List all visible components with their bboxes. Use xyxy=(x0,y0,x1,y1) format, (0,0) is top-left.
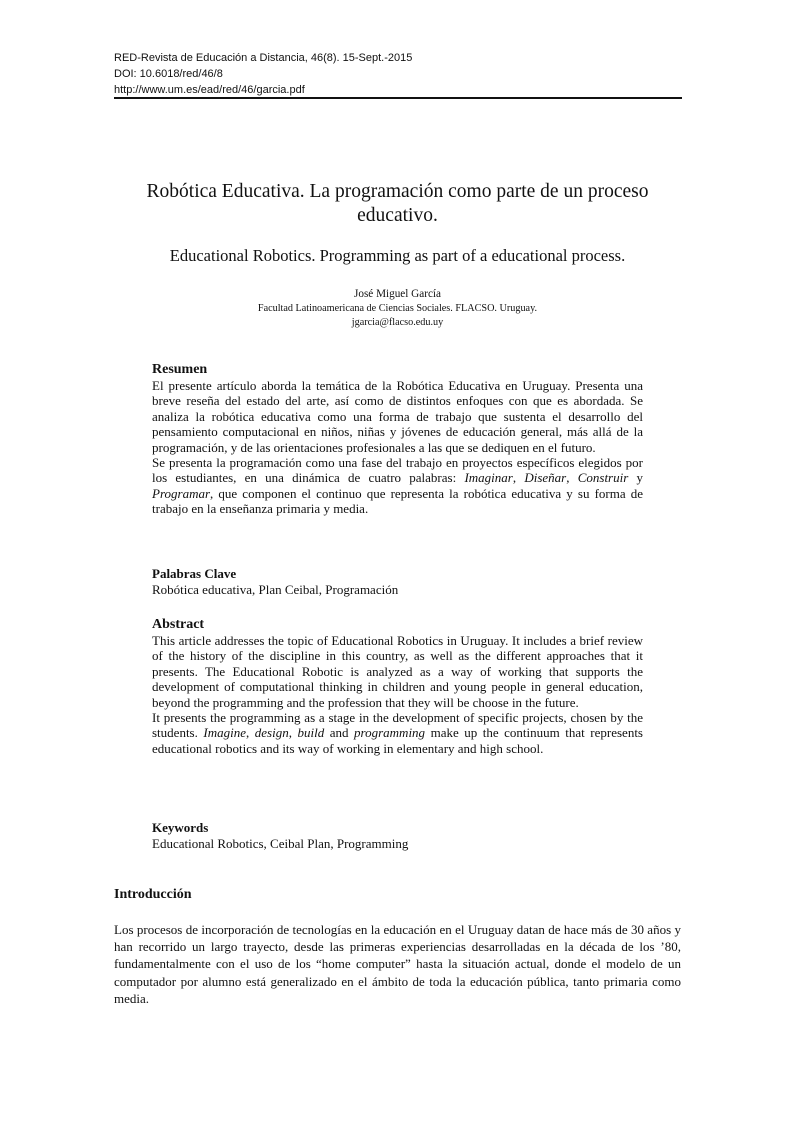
abstract-paragraph-1: This article addresses the topic of Educational Robotics in Uruguay. It includes a brief review of the history of the discipline in this country, as well as the different approaches that it presents. The Educational Robotic is analyzed as a way of working that supports the development of computational thinking in children and young people in general education, beyond the programming and the profession that they will be choose in the future. xyxy=(152,633,643,710)
abstract-heading: Abstract xyxy=(152,617,205,632)
keyword-imaginar: Imaginar xyxy=(464,470,513,486)
keywords-text: Educational Robotics, Ceibal Plan, Programming xyxy=(152,836,409,851)
article-subtitle: Educational Robotics. Programming as part of a educational process. xyxy=(169,246,626,265)
keyword-build: build xyxy=(297,725,325,741)
keyword-imagine: Imagine xyxy=(203,725,246,741)
running-header xyxy=(114,50,681,98)
header-rule xyxy=(114,97,682,99)
journal-citation: RED-Revista de Educación a Distancia, 46(8). 15-Sept.-2015 xyxy=(114,52,413,64)
introduccion-paragraph-1: Los procesos de incorporación de tecnologías en la educación en el Uruguay datan de hace más de 30 años y han recorrido un largo trayecto, desde las primeras experiencias desarrolladas en la década de los ’80, fundamentalmente con el uso de los “home computer” hasta la situación actual, donde el modelo de un computador por alumno está generalizado en el ámbito de toda la educación pública, tanto primaria como media. xyxy=(114,922,681,1006)
keyword-design: design xyxy=(254,725,289,741)
keywords-heading: Keywords xyxy=(152,820,209,835)
keyword-programming: programming xyxy=(354,725,426,741)
keyword-construir: Construir xyxy=(577,470,629,486)
resumen-paragraph-1: El presente artículo aborda la temática de la Robótica Educativa en Uruguay. Presenta una breve reseña del estado del arte, así como de distintos enfoques con que es abordada. Se analiza la robótica educativa como una forma de trabajo que sustenta el desarrollo del pensamiento computacional en niños, niñas y jóvenes de educación general, más allá de la programación, y de las orientaciones profesionales a las que se dediquen en el futuro. xyxy=(152,378,643,455)
author-email[interactable]: jgarcia@flacso.edu.uy xyxy=(351,317,444,328)
resumen-section xyxy=(152,362,643,517)
keyword-disenar: Diseñar xyxy=(524,470,567,486)
doi-line: DOI: 10.6018/red/46/8 xyxy=(114,68,223,80)
abstract-section xyxy=(152,617,643,756)
author-name: José Miguel García xyxy=(354,288,441,300)
introduccion-heading: Introducción xyxy=(114,887,192,902)
palabras-clave-heading: Palabras Clave xyxy=(152,566,237,581)
palabras-clave-text: Robótica educativa, Plan Ceibal, Programación xyxy=(152,582,399,597)
article-url[interactable]: http://www.um.es/ead/red/46/garcia.pdf xyxy=(114,84,305,96)
palabras-clave-section xyxy=(152,566,643,597)
abstract-paragraph-2: It presents the programming as a stage in the development of specific projects, chosen by the students. Imagine, design, build and programming make up the continuum that represents educational robotics and its way of working in elementary and high school. xyxy=(152,710,643,756)
resumen-paragraph-2: Se presenta la programación como una fase del trabajo en proyectos específicos elegidos por los estudiantes, en una dinámica de cuatro palabras: Imaginar, Diseñar, Construir y Programar, que componen el continuo que representa la robótica educativa y su forma de trabajo en la enseñanza primaria y media. xyxy=(152,455,644,517)
article-title: Robótica Educativa. La programación como parte de un proceso educativo. xyxy=(146,181,649,226)
keyword-programar: Programar xyxy=(152,485,211,501)
resumen-heading: Resumen xyxy=(152,362,208,377)
author-affiliation: Facultad Latinoamericana de Ciencias Sociales. FLACSO. Uruguay. xyxy=(257,303,538,314)
keywords-section xyxy=(152,820,643,851)
